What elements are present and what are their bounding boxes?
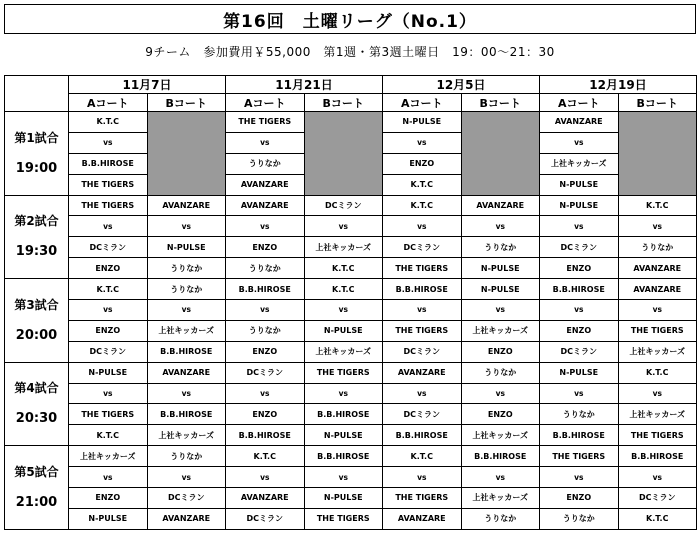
team-name: ENZO — [226, 237, 305, 258]
referee-team: 上社キッカーズ — [618, 341, 697, 362]
team-name: N-PULSE — [304, 488, 383, 509]
referee-team: DCミラン — [540, 341, 619, 362]
referee-team: N-PULSE — [304, 425, 383, 446]
team-name: うりなか — [618, 237, 697, 258]
referee-team: ENZO — [461, 341, 540, 362]
match-row — [5, 446, 697, 467]
match-row — [5, 279, 697, 300]
vs-label: vs — [461, 383, 540, 404]
team-name: B.B.HIROSE — [383, 279, 462, 300]
vs-label: vs — [226, 467, 305, 488]
match-row — [5, 508, 697, 529]
vs-label: vs — [304, 216, 383, 237]
team-name: AVANZARE — [618, 279, 697, 300]
team-name: B.B.HIROSE — [69, 153, 148, 174]
vs-label: vs — [383, 300, 462, 321]
referee-team: K.T.C — [304, 258, 383, 279]
vs-label: vs — [69, 216, 148, 237]
team-name: ENZO — [540, 488, 619, 509]
team-name: DCミラン — [383, 237, 462, 258]
team-name: B.B.HIROSE — [540, 279, 619, 300]
referee-team: B.B.HIROSE — [226, 425, 305, 446]
vs-label: vs — [383, 132, 462, 153]
vs-label: vs — [226, 300, 305, 321]
match-row — [5, 404, 697, 425]
team-name: K.T.C — [69, 279, 148, 300]
team-name: ENZO — [461, 404, 540, 425]
court-header-row — [5, 94, 697, 112]
match-label-cell — [5, 112, 69, 196]
match-number: 第5試合 — [14, 465, 59, 480]
team-name: 上社キッカーズ — [461, 488, 540, 509]
vs-label: vs — [226, 132, 305, 153]
team-name: K.T.C — [618, 195, 697, 216]
team-name: DCミラン — [540, 237, 619, 258]
referee-team: AVANZARE — [147, 508, 226, 529]
referee-team: N-PULSE — [69, 508, 148, 529]
referee-team: K.T.C — [383, 174, 462, 195]
team-name: うりなか — [461, 237, 540, 258]
match-row — [5, 300, 697, 321]
referee-team: B.B.HIROSE — [147, 341, 226, 362]
vs-label: vs — [69, 467, 148, 488]
match-row — [5, 488, 697, 509]
schedule-table — [4, 75, 697, 530]
team-name: 上社キッカーズ — [540, 153, 619, 174]
match-label-cell — [5, 279, 69, 363]
team-name: ENZO — [69, 320, 148, 341]
team-name: THE TIGERS — [69, 404, 148, 425]
team-name: うりなか — [540, 404, 619, 425]
vs-label: vs — [540, 467, 619, 488]
date-header-row — [5, 76, 697, 94]
vs-label: vs — [461, 216, 540, 237]
referee-team: THE TIGERS — [383, 258, 462, 279]
team-name: うりなか — [147, 279, 226, 300]
vs-label: vs — [383, 467, 462, 488]
court-header-b: Bコート — [304, 94, 383, 112]
team-name: 上社キッカーズ — [147, 320, 226, 341]
team-name: AVANZARE — [147, 362, 226, 383]
team-name: DCミラン — [304, 195, 383, 216]
team-name: DCミラン — [618, 488, 697, 509]
vs-label: vs — [540, 300, 619, 321]
vs-label: vs — [147, 383, 226, 404]
referee-team: 上社キッカーズ — [461, 425, 540, 446]
vs-label: vs — [540, 216, 619, 237]
title-box — [4, 4, 696, 34]
team-name: 上社キッカーズ — [461, 320, 540, 341]
team-name: THE TIGERS — [540, 446, 619, 467]
referee-team: N-PULSE — [540, 174, 619, 195]
vs-label: vs — [147, 216, 226, 237]
team-name: THE TIGERS — [618, 320, 697, 341]
referee-team: K.T.C — [618, 508, 697, 529]
team-name: 上社キッカーズ — [69, 446, 148, 467]
team-name: THE TIGERS — [304, 362, 383, 383]
team-name: うりなか — [226, 320, 305, 341]
team-name: AVANZARE — [540, 112, 619, 133]
match-row — [5, 320, 697, 341]
referee-team: B.B.HIROSE — [540, 425, 619, 446]
referee-team: K.T.C — [69, 425, 148, 446]
match-row — [5, 237, 697, 258]
team-name: DCミラン — [383, 404, 462, 425]
team-name: B.B.HIROSE — [226, 279, 305, 300]
referee-team: うりなか — [226, 258, 305, 279]
team-name: THE TIGERS — [383, 320, 462, 341]
referee-team: THE TIGERS — [304, 508, 383, 529]
team-name: B.B.HIROSE — [618, 446, 697, 467]
referee-team: N-PULSE — [461, 258, 540, 279]
match-row — [5, 467, 697, 488]
team-name: B.B.HIROSE — [461, 446, 540, 467]
team-name: K.T.C — [618, 362, 697, 383]
court-header-b: Bコート — [461, 94, 540, 112]
empty-court-cell — [461, 112, 540, 196]
match-row — [5, 425, 697, 446]
team-name: 上社キッカーズ — [618, 404, 697, 425]
match-row — [5, 362, 697, 383]
vs-label: vs — [69, 383, 148, 404]
team-name: N-PULSE — [540, 195, 619, 216]
vs-label: vs — [304, 300, 383, 321]
team-name: B.B.HIROSE — [304, 404, 383, 425]
vs-label: vs — [383, 383, 462, 404]
vs-label: vs — [461, 300, 540, 321]
vs-label: vs — [461, 467, 540, 488]
team-name: N-PULSE — [69, 362, 148, 383]
court-header-b: Bコート — [147, 94, 226, 112]
vs-label: vs — [618, 467, 697, 488]
referee-team: うりなか — [461, 508, 540, 529]
date-header: 12月19日 — [540, 76, 697, 94]
referee-team: B.B.HIROSE — [383, 425, 462, 446]
corner-cell — [5, 76, 69, 112]
team-name: ENZO — [226, 404, 305, 425]
team-name: DCミラン — [69, 237, 148, 258]
referee-team: DCミラン — [383, 341, 462, 362]
team-name: AVANZARE — [383, 362, 462, 383]
match-time: 19:30 — [15, 244, 58, 260]
match-row — [5, 258, 697, 279]
empty-court-cell — [147, 112, 226, 196]
team-name: K.T.C — [304, 279, 383, 300]
match-row — [5, 216, 697, 237]
team-name: N-PULSE — [540, 362, 619, 383]
match-row — [5, 383, 697, 404]
vs-label: vs — [69, 132, 148, 153]
team-name: うりなか — [147, 446, 226, 467]
team-name: K.T.C — [383, 195, 462, 216]
team-name: DCミラン — [226, 362, 305, 383]
team-name: THE TIGERS — [69, 195, 148, 216]
team-name: ENZO — [383, 153, 462, 174]
vs-label: vs — [147, 467, 226, 488]
team-name: AVANZARE — [461, 195, 540, 216]
date-header: 12月5日 — [383, 76, 540, 94]
date-header: 11月7日 — [69, 76, 226, 94]
page-subtitle: 9チーム 参加費用￥55,000 第1週・第3週土曜日 19：00～21：30 — [145, 45, 555, 59]
team-name: ENZO — [69, 488, 148, 509]
referee-team: AVANZARE — [618, 258, 697, 279]
vs-label: vs — [226, 383, 305, 404]
referee-team: THE TIGERS — [69, 174, 148, 195]
vs-label: vs — [618, 383, 697, 404]
empty-court-cell — [618, 112, 697, 196]
vs-label: vs — [383, 216, 462, 237]
vs-label: vs — [304, 467, 383, 488]
team-name: 上社キッカーズ — [304, 237, 383, 258]
team-name: K.T.C — [69, 112, 148, 133]
court-header-a: Aコート — [383, 94, 462, 112]
match-time: 21:00 — [15, 495, 58, 511]
match-row — [5, 195, 697, 216]
team-name: N-PULSE — [147, 237, 226, 258]
vs-label: vs — [540, 132, 619, 153]
schedule-body — [5, 112, 697, 530]
court-header-a: Aコート — [69, 94, 148, 112]
vs-label: vs — [69, 300, 148, 321]
team-name: N-PULSE — [304, 320, 383, 341]
team-name: DCミラン — [147, 488, 226, 509]
team-name: B.B.HIROSE — [304, 446, 383, 467]
referee-team: うりなか — [540, 508, 619, 529]
referee-team: ENZO — [540, 258, 619, 279]
match-time: 20:00 — [15, 327, 58, 343]
team-name: ENZO — [540, 320, 619, 341]
match-number: 第3試合 — [14, 297, 59, 312]
vs-label: vs — [540, 383, 619, 404]
match-label-cell — [5, 195, 69, 279]
vs-label: vs — [226, 216, 305, 237]
referee-team: うりなか — [147, 258, 226, 279]
team-name: THE TIGERS — [383, 488, 462, 509]
referee-team: 上社キッカーズ — [304, 341, 383, 362]
team-name: N-PULSE — [383, 112, 462, 133]
vs-label: vs — [618, 216, 697, 237]
vs-label: vs — [147, 300, 226, 321]
match-number: 第2試合 — [14, 214, 59, 229]
match-row — [5, 341, 697, 362]
referee-team: ENZO — [69, 258, 148, 279]
referee-team: ENZO — [226, 341, 305, 362]
match-label-cell — [5, 446, 69, 530]
team-name: うりなか — [226, 153, 305, 174]
referee-team: AVANZARE — [226, 174, 305, 195]
team-name: THE TIGERS — [226, 112, 305, 133]
match-label-cell — [5, 362, 69, 446]
referee-team: 上社キッカーズ — [147, 425, 226, 446]
team-name: K.T.C — [383, 446, 462, 467]
match-time: 20:30 — [15, 411, 58, 427]
referee-team: DCミラン — [226, 508, 305, 529]
team-name: うりなか — [461, 362, 540, 383]
match-number: 第4試合 — [14, 381, 59, 396]
team-name: N-PULSE — [461, 279, 540, 300]
vs-label: vs — [304, 383, 383, 404]
team-name: K.T.C — [226, 446, 305, 467]
court-header-a: Aコート — [540, 94, 619, 112]
match-time: 19:00 — [15, 160, 58, 176]
team-name: AVANZARE — [147, 195, 226, 216]
page-title: 第16回 土曜リーグ（No.1） — [223, 11, 477, 32]
date-header: 11月21日 — [226, 76, 383, 94]
referee-team: THE TIGERS — [618, 425, 697, 446]
court-header-a: Aコート — [226, 94, 305, 112]
court-header-b: Bコート — [618, 94, 697, 112]
team-name: AVANZARE — [226, 195, 305, 216]
match-row — [5, 112, 697, 133]
vs-label: vs — [618, 300, 697, 321]
empty-court-cell — [304, 112, 383, 196]
match-number: 第1試合 — [14, 130, 59, 145]
referee-team: DCミラン — [69, 341, 148, 362]
team-name: AVANZARE — [226, 488, 305, 509]
team-name: B.B.HIROSE — [147, 404, 226, 425]
referee-team: AVANZARE — [383, 508, 462, 529]
